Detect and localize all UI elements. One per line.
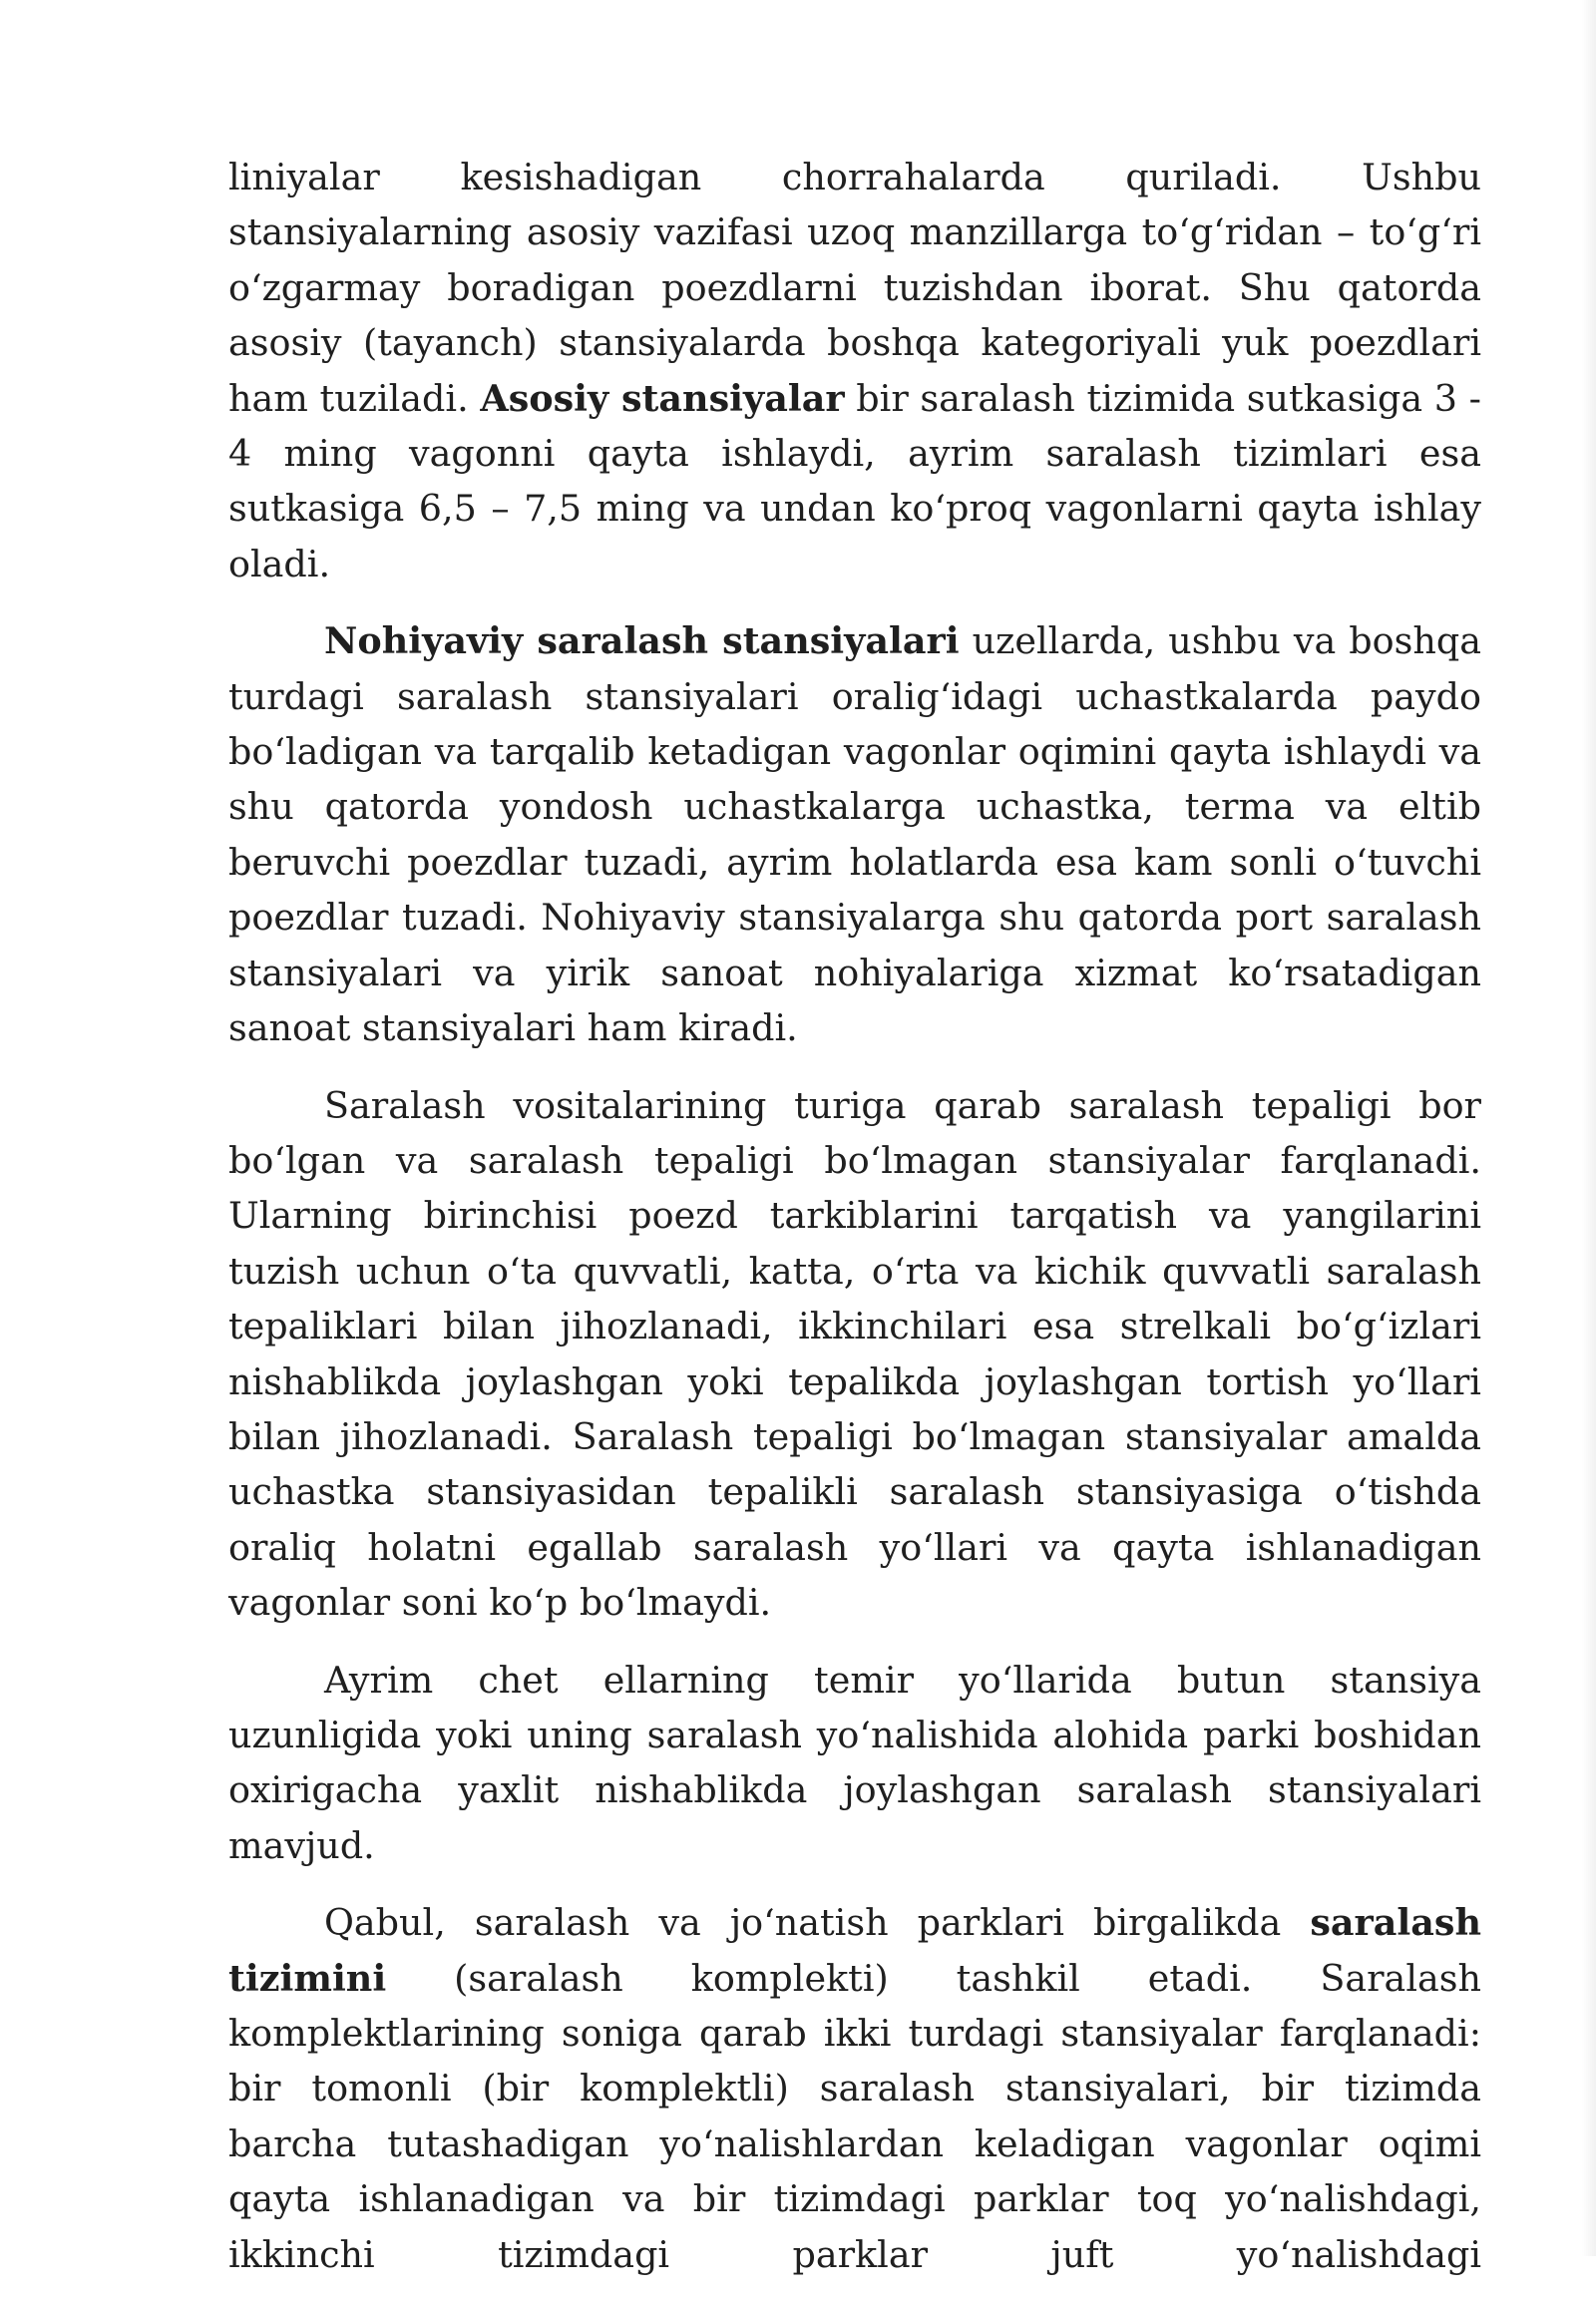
text-run: Saralash vositalarining turiga qarab saralash tepaligi bor bo‘lgan va saralash tepaligi bo‘lmagan stansiyalar farqlanadi. Ularning birinchisi poezd tarkiblarini tarqatish va yangilarini tuzish uchun o‘ta quvvatli, katta, o‘rta va kichik quvvatli saralash tepaliklari bilan jihozlanadi, ikkinchilari esa strelkali bo‘g‘izlari nishablikda joylashgan yoki tepalikda joylashgan tortish yo‘llari bilan jihozlanadi. Saralash tepaligi bo‘lmagan stansiyalar amalda uchastka stansiyasidan tepalikli saralash stansiyasiga o‘tishda oraliq holatni egallab saralash yo‘llari va qayta ishlanadigan vagonlar soni ko‘p bo‘lmaydi. (228, 1083, 1481, 1625)
bold-term-saralash-tizimini: saralash tizimini (228, 1901, 1481, 2000)
page-edge-shadow (1582, 0, 1596, 2256)
paragraph-5 (228, 1895, 1481, 2282)
bold-term-nohiyaviy-saralash-stansiyalari: Nohiyaviy saralash stansiyalari (324, 619, 960, 663)
body-text (228, 150, 1481, 2304)
paragraph-4 (228, 1653, 1481, 1874)
text-run: bir saralash tizimida sutkasiga 3 - 4 ming vagonni qayta ishlaydi, ayrim saralash tizimlari esa sutkasiga 6,5 – 7,5 ming va undan ko‘proq vagonlarni qayta ishlay oladi. (228, 376, 1481, 585)
text-run: liniyalar kesishadigan chorrahalarda quriladi. Ushbu stansiyalarning asosiy vazifasi uzoq manzillarga to‘g‘ridan – to‘g‘ri o‘zgarmay boradigan poezdlarni tuzishdan iborat. Shu qatorda asosiy (tayanch) stansiyalarda boshqa kategoriyali yuk poezdlari ham tuziladi. (228, 156, 1481, 420)
text-run: Ayrim chet ellarning temir yo‘llarida butun stansiya uzunligida yoki uning saralash yo‘nalishida alohida parki boshidan oxirigacha yaxlit nishablikda joylashgan saralash stansiyalari mavjud. (228, 1658, 1481, 1867)
text-run: uzellarda, ushbu va boshqa turdagi saralash stansiyalari oralig‘idagi uchastkalarda paydo bo‘ladigan va tarqalib ketadigan vagonlar oqimini qayta ishlaydi va shu qatorda yondosh uchastkalarga uchastka, terma va eltib beruvchi poezdlar tuzadi, ayrim holatlarda esa kam sonli o‘tuvchi poezdlar tuzadi. Nohiyaviy stansiyalarga shu qatorda port saralash stansiyalari va yirik sanoat nohiyalariga xizmat ko‘rsatadigan sanoat stansiyalari ham kiradi. (228, 619, 1481, 1050)
bold-term-asosiy-stansiyalar: Asosiy stansiyalar (480, 376, 845, 420)
paragraph-2 (228, 613, 1481, 1055)
paragraph-3 (228, 1078, 1481, 1631)
paragraph-1 (228, 150, 1481, 591)
text-run: Qabul, saralash va jo‘natish parklari birgalikda (324, 1901, 1311, 1945)
text-run: (saralash komplekti) tashkil etadi. Saralash komplektlarining soniga qarab ikki turdagi stansiyalar farqlanadi: bir tomonli (bir komplektli) saralash stansiyalari, bir tizimda barcha tutashadigan yo‘nalishlardan keladigan vagonlar oqimi qayta ishlanadigan va bir tizimdagi parklar toq yo‘nalishdagi, ikkinchi tizimdagi parklar juft yo‘nalishdagi (228, 1956, 1481, 2276)
